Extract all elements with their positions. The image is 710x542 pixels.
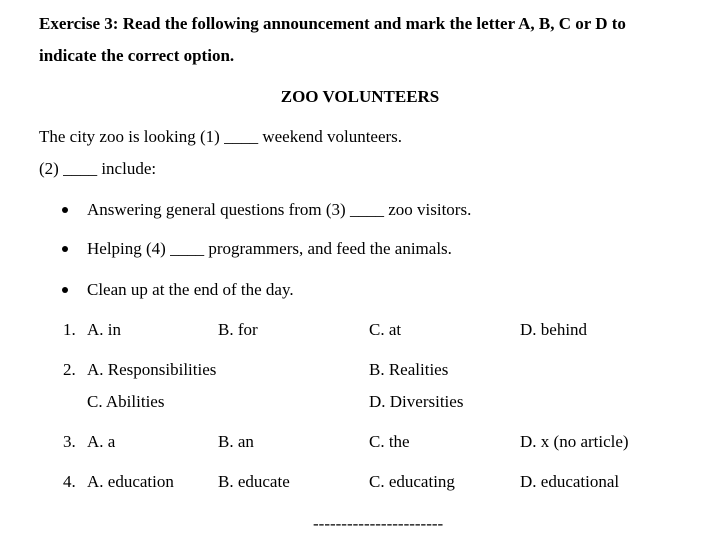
instruction-line-2: indicate the correct option.	[39, 46, 235, 65]
question-number-3: 3.	[63, 432, 76, 451]
announcement-title: ZOO VOLUNTEERS	[280, 87, 440, 106]
question-4-option-a: A. education	[87, 472, 174, 491]
question-3-option-b: B. an	[218, 432, 254, 451]
question-4-option-b: B. educate	[218, 472, 290, 491]
bullet-icon	[62, 246, 68, 252]
question-3-option-a: A. a	[87, 432, 116, 451]
question-number-4: 4.	[63, 472, 76, 491]
question-1-option-a: A. in	[87, 320, 121, 339]
question-2-option-b: B. Realities	[369, 360, 449, 379]
question-3-option-d: D. x (no article)	[520, 432, 629, 451]
bullet-item-2: Helping (4) ____ programmers, and feed the animals.	[87, 239, 452, 258]
question-1-option-b: B. for	[218, 320, 258, 339]
announcement-line-1: The city zoo is looking (1) ____ weekend volunteers.	[39, 127, 403, 146]
question-2-option-c: C. Abilities	[87, 392, 165, 411]
question-1-option-d: D. behind	[520, 320, 588, 339]
question-2-option-a: A. Responsibilities	[87, 360, 217, 379]
footer-divider: -----------------------	[313, 514, 444, 533]
bullet-item-1: Answering general questions from (3) ____ zoo visitors.	[87, 200, 472, 219]
question-number-1: 1.	[63, 320, 76, 339]
bullet-icon	[62, 287, 68, 293]
bullet-icon	[62, 207, 68, 213]
question-1-option-c: C. at	[369, 320, 402, 339]
question-4-option-c: C. educating	[369, 472, 455, 491]
question-3-option-c: C. the	[369, 432, 410, 451]
instruction-line-1: Exercise 3: Read the following announcement and mark the letter A, B, C or D to	[39, 14, 626, 33]
question-number-2: 2.	[63, 360, 76, 379]
question-2-option-d: D. Diversities	[369, 392, 464, 411]
question-4-option-d: D. educational	[520, 472, 620, 491]
announcement-line-2: (2) ____ include:	[39, 159, 157, 178]
bullet-item-3: Clean up at the end of the day.	[87, 280, 294, 299]
